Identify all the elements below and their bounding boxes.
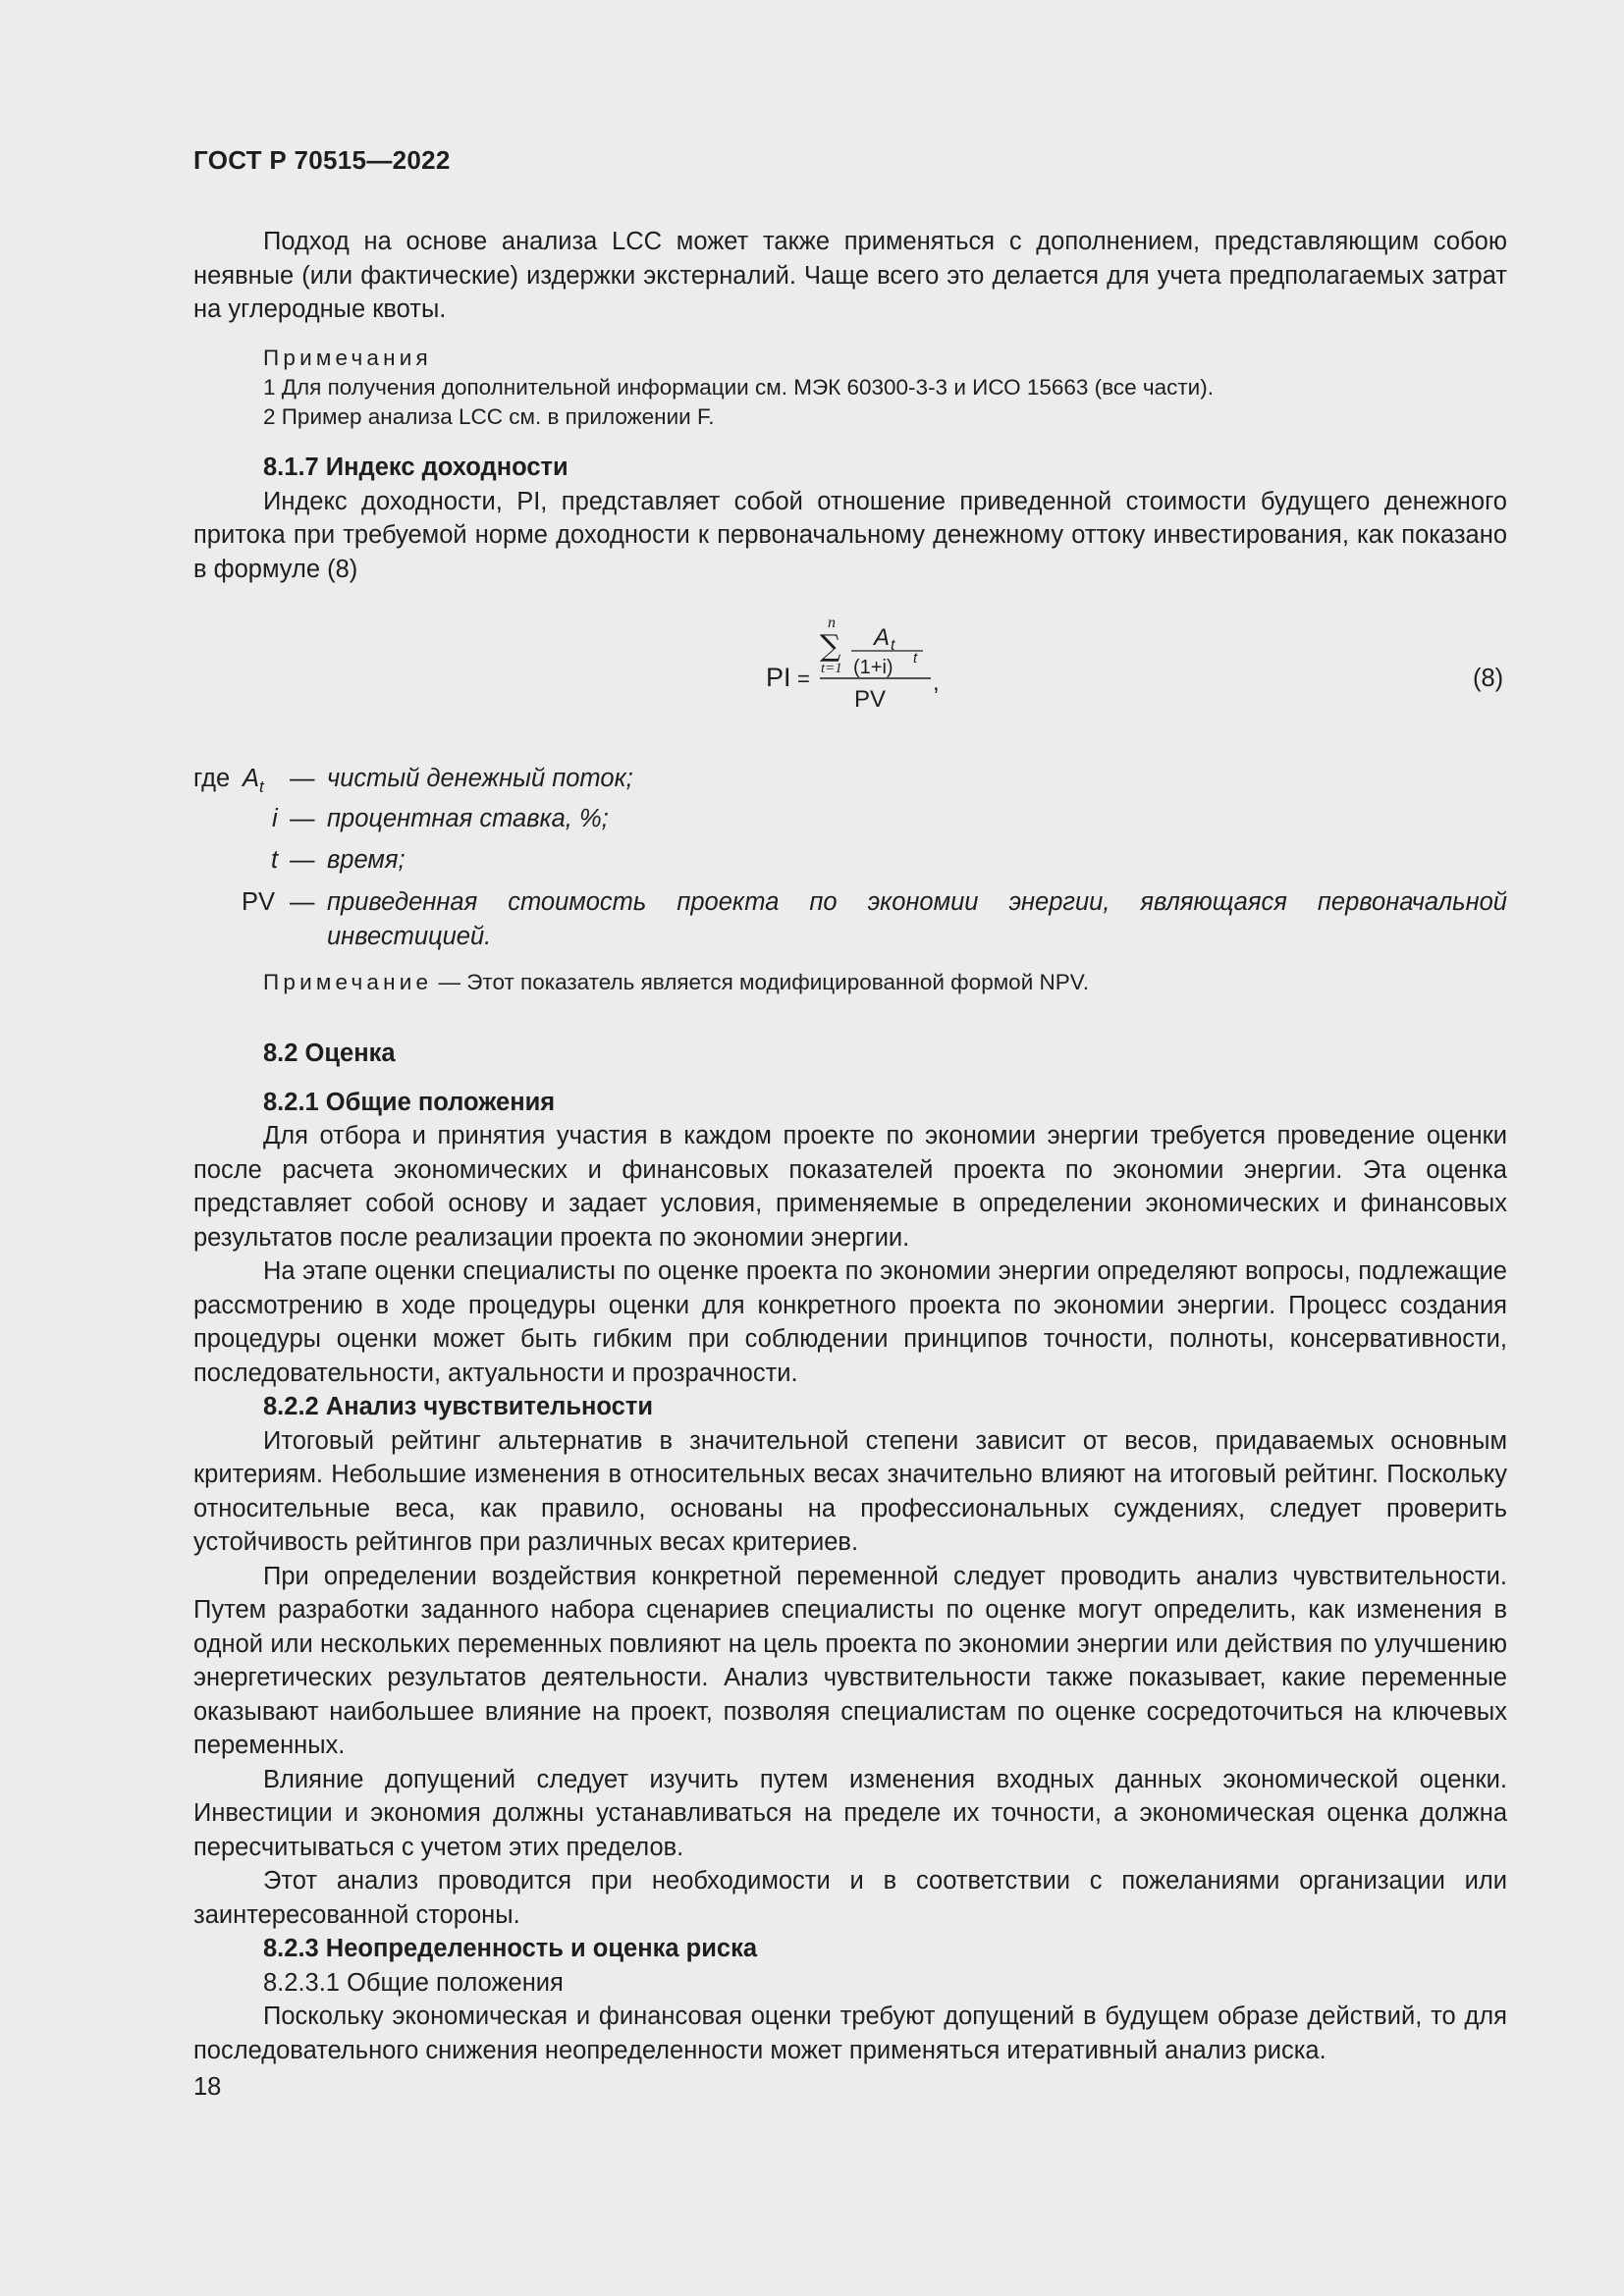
notes-title: Примечания [263,346,432,370]
numerator-sub: t [891,637,895,654]
def-text: приведенная стоимость проекта по экономии энергии, являющаяся первоначальной инвестицией. [327,888,1507,950]
paragraph: Влияние допущений следует изучить путем изменения входных данных экономической оценки. Инвестиции и экономия должны устанавливаться на пределе их точности, а экономическая оценка должна пересчитываться с учетом этих пределов. [193,1765,1507,1861]
note-label: Примечание [263,970,433,994]
def-text: процентная ставка, %; [327,805,609,832]
document-id: ГОСТ Р 70515—2022 [193,145,451,175]
section-heading: 8.2 Оценка [263,1040,396,1067]
def-symbol: i [272,805,278,832]
def-dash: — [290,765,315,792]
formula-lhs: PI [766,663,791,692]
formula-eq: = [797,667,810,691]
formula-pi [756,609,952,726]
def-text: чистый денежный поток; [327,765,633,792]
def-dash: — [290,846,315,874]
def-symbol: t [271,846,279,874]
paragraph: Подход на основе анализа LCC может также применяться с дополнением, представляющим собою неявные (или фактические) издержки экстерналий. Чаще всего это делается для учета предполагаемых затрат на углеродные квоты. [193,228,1507,323]
def-dash: — [290,805,315,832]
def-text: время; [327,846,406,874]
paragraph: Итоговый рейтинг альтернатив в значительной степени зависит от весов, придаваемых основным критериям. Небольшие изменения в относительных весах значительно влияют на итоговый рейтинг. Поскольку относительные веса, как правило, основаны на профессиональных суждениях, следует проверить устойчивость рейтингов при различных весах критериев. [193,1426,1507,1556]
def-dash: — [290,888,315,916]
def-symbol: $A_t$ [243,765,264,797]
section-heading: 8.2.1 Общие положения [263,1088,556,1116]
section-heading: 8.2.2 Анализ чувствительности [263,1393,654,1420]
section-8-1-7 [193,451,1507,586]
def-symbol: PV [242,888,276,916]
formula-number: (8) [1473,665,1504,692]
inner-denominator: (1+i) [853,657,893,678]
inner-exponent: t [913,650,918,667]
where-label: где [193,765,231,792]
note-item: 1 Для получения дополнительной информации см. МЭК 60300-3-3 и ИСО 15663 (все части). [263,375,1214,400]
sum-icon: ∑ [820,629,841,664]
section-heading: 8.1.7 Индекс доходности [263,454,568,481]
page-number: 18 [193,2073,222,2101]
intro-section [193,225,1507,327]
denominator: PV [854,686,887,713]
sum-lower: t=1 [821,661,842,676]
section-heading: 8.2.3 Неопределенность и оценка риска [263,1935,758,1962]
sum-upper: n [828,614,836,631]
paragraph: Этот анализ проводится при необходимости и в соответствии с пожеланиями организации или заинтересованной стороны. [193,1867,1507,1929]
paragraph: На этапе оценки специалисты по оценке проекта по экономии энергии определяют вопросы, подлежащие рассмотрению в ходе процедуры оценки для конкретного проекта по экономии энергии. Процесс создания процедуры оценки может быть гибким при соблюдении принципов точности, полноты, консервативности, последовательности, актуальности и прозрачности. [193,1257,1507,1387]
notes-block [193,344,1507,432]
paragraph: При определении воздействия конкретной переменной следует проводить анализ чувствительности. Путем разработки заданного набора сценариев специалисты по оценке могут определить, как изменения в одной или нескольких переменных повлияют на цель проекта по экономии энергии или действия по улучшению энергетических результатов деятельности. Анализ чувствительности также показывает, какие переменные оказывают наибольшее влияние на проект, позволяя специалистам по оценке сосредоточиться на ключевых переменных. [193,1562,1507,1759]
paragraph: Поскольку экономическая и финансовая оценки требуют допущений в будущем образе действий, то для последовательного снижения неопределенности может применяться итеративный анализ риска. [193,2002,1507,2064]
note-text: — Этот показатель является модифицированной формой NPV. [432,970,1089,994]
paragraph: Для отбора и принятия участия в каждом проекте по экономии энергии требуется проведение оценки после расчета экономических и финансовых показателей проекта по экономии энергии. Эта оценка представляет собой основу и задает условия, применяемые в определении экономических и финансовых результатов после реализации проекта по экономии энергии. [193,1122,1507,1252]
def-note [193,968,1507,997]
subsection-heading: 8.2.3.1 Общие положения [263,1968,564,1997]
section-8-2 [193,1037,1507,2067]
paragraph: Индекс доходности, PI, представляет собой отношение приведенной стоимости будущего денежного притока при требуемой норме доходности к первоначальному денежному оттоку инвестирования, как показано в формуле (8) [193,487,1507,583]
numerator-var: A [874,624,891,651]
formula-comma: , [933,669,940,696]
note-item: 2 Пример анализа LCC см. в приложении F. [263,404,715,429]
